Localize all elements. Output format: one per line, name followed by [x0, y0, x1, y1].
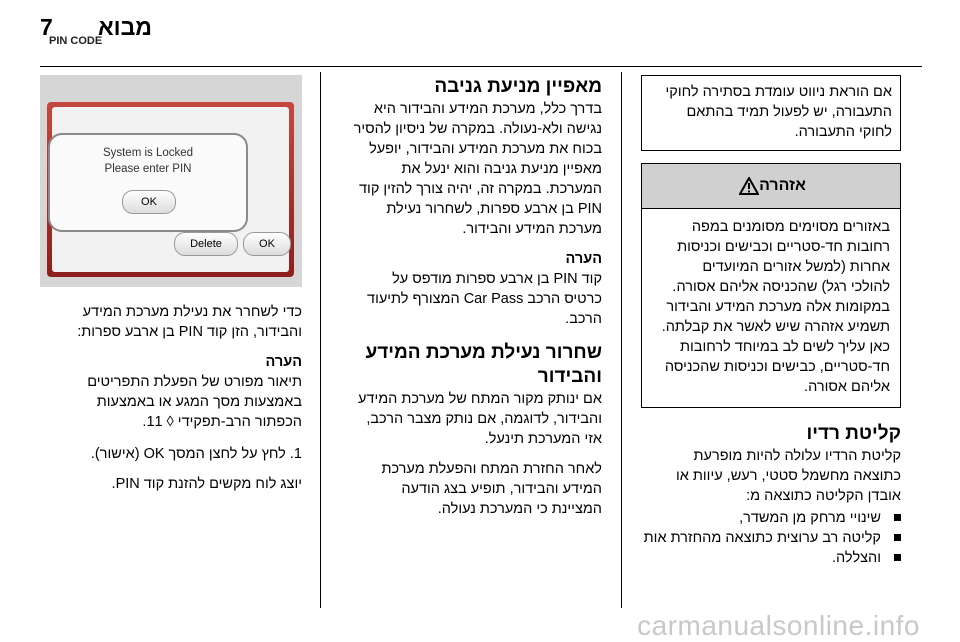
radio-line: אובדן הקליטה כתוצאה מ: [746, 488, 901, 504]
radio-reception-heading: קליטת רדיו [806, 423, 901, 444]
dialog-line: System is Locked [102, 147, 194, 159]
dialog-line: Please enter PIN [104, 163, 192, 175]
unlock-heading-line: והבידור [537, 366, 602, 387]
radio-line: כתוצאה מחשמל סטטי, רעש, עיוות או [676, 468, 901, 484]
warning-triangle-icon [739, 177, 759, 195]
dialog-ok-button: OK [122, 190, 176, 214]
note-line: הכפתור הרב-תפקידי ◊ 11. [142, 414, 302, 430]
unlock-line: המידע והבידור, תופיע בצג הודעה [401, 481, 602, 497]
info-box [641, 75, 901, 151]
left-column-text [40, 302, 302, 494]
header-rule [40, 66, 922, 67]
info-line: לחוקי התעבורה. [794, 124, 892, 140]
middle-column [330, 75, 602, 519]
bullet-icon [894, 554, 901, 561]
ok-button: OK [243, 232, 291, 256]
list-item: קליטה רב ערוצית כתוצאה מהחזרת אות [641, 528, 901, 548]
right-column [641, 75, 901, 568]
anti-theft-heading: מאפיין מניעת גניבה [434, 76, 602, 97]
column-divider-right [621, 72, 622, 608]
anti-theft-line: המערכת. במקרה זה, יהיה צורך להזין קוד [359, 181, 602, 197]
list-item: שינויי מרחק מן המשדר, [641, 508, 901, 528]
unlock-line: אם ינותק מקור המתח של מערכת המידע [357, 391, 602, 407]
step-result-line: יוצג לוח מקשים להזנת קוד PIN. [111, 476, 302, 492]
radio-line: קליטת הרדיו עלולה להיות מופרעת [693, 448, 901, 464]
unlock-line: והבידור, לדוגמה, אם נותק מצבר הרכב, [366, 411, 602, 427]
warning-line: כאן עליך לשים לב במיוחד לרחובות [680, 339, 890, 355]
warning-line: חד-סטריים, כבישים וכניסות שהכניסה [664, 359, 890, 375]
unlock-instruction-line: כדי לשחרר את נעילת מערכת המידע [82, 304, 302, 320]
warning-header [642, 164, 900, 209]
note-line: קוד PIN בן ארבע ספרות מודפס על [392, 271, 602, 287]
note-title: הערה [265, 354, 302, 370]
anti-theft-line: PIN בן ארבע ספרות, לשחרור נעילת [386, 201, 602, 217]
warning-title: אזהרה [759, 177, 806, 194]
warning-line: תשמיע אזהרה שיש לאשר את קבלתה. [661, 319, 890, 335]
bullet-icon [894, 514, 901, 521]
warning-body [642, 209, 900, 407]
page-number: 7 [40, 14, 53, 40]
note-line: תיאור מפורט של הפעלת התפריטים [87, 374, 302, 390]
note-line: הרכב. [565, 311, 602, 327]
column-divider-left [320, 72, 321, 608]
bullet-icon [894, 534, 901, 541]
info-line: אם הוראת ניווט עומדת בסתירה לחוקי [665, 84, 892, 100]
unlock-instruction-line: והבידור, הזן קוד PIN בן ארבע ספרות: [77, 324, 302, 340]
radio-bullet-list [641, 508, 901, 568]
warning-line: רחובות חד-סטריים וכבישים וכניסות [677, 239, 890, 255]
anti-theft-line: מאפיין מניעת גניבה והוא ינעל את [401, 161, 602, 177]
warning-line: להולכי רגל) שהכניסה אליהם אסורה. [672, 279, 890, 295]
anti-theft-line: בדרך כלל, מערכת המידע והבידור היא [373, 101, 602, 117]
warning-line: במקומות אלה מערכת המידע והבידור [666, 299, 890, 315]
info-line: התעבורה, יש לפעול תמיד בהתאם [686, 104, 892, 120]
note-title: הערה [565, 251, 602, 267]
anti-theft-line: בכוח את מערכת המידע והבידור, יופעל [369, 141, 602, 157]
warning-box [641, 163, 901, 408]
unlock-line: אזי המערכת תינעל. [484, 431, 602, 447]
note-line: כרטיס הרכב Car Pass המצורף לתיעוד [367, 291, 602, 307]
chapter-title: מבוא [97, 14, 152, 40]
locked-dialog [48, 133, 248, 232]
unlock-line: לאחר החזרת המתח והפעלת מערכת [381, 461, 602, 477]
warning-line: אליהם אסורה. [804, 379, 890, 395]
unlock-line: המציינת כי המערכת נעולה. [437, 501, 602, 517]
pin-code-label: PIN CODE [49, 35, 103, 47]
delete-button: Delete [174, 232, 238, 256]
anti-theft-line: נגישה ולא-נעולה. במקרה של ניסיון להסיר [353, 121, 602, 137]
note-line: באמצעות מסך המגע או באמצעות [96, 394, 302, 410]
unlock-heading-line: שחרור נעילת מערכת המידע [365, 342, 602, 363]
anti-theft-line: מערכת המידע והבידור. [462, 221, 602, 237]
watermark: carmanualsonline.info [637, 610, 920, 641]
step-line: 1. לחץ על לחצן המסך OK (אישור). [90, 446, 302, 462]
warning-line: אחרות (למשל אזורים המיועדים [702, 259, 890, 275]
warning-line: באזורים מסוימים מסומנים במפה [691, 219, 890, 235]
list-item: והצללה. [641, 548, 901, 568]
